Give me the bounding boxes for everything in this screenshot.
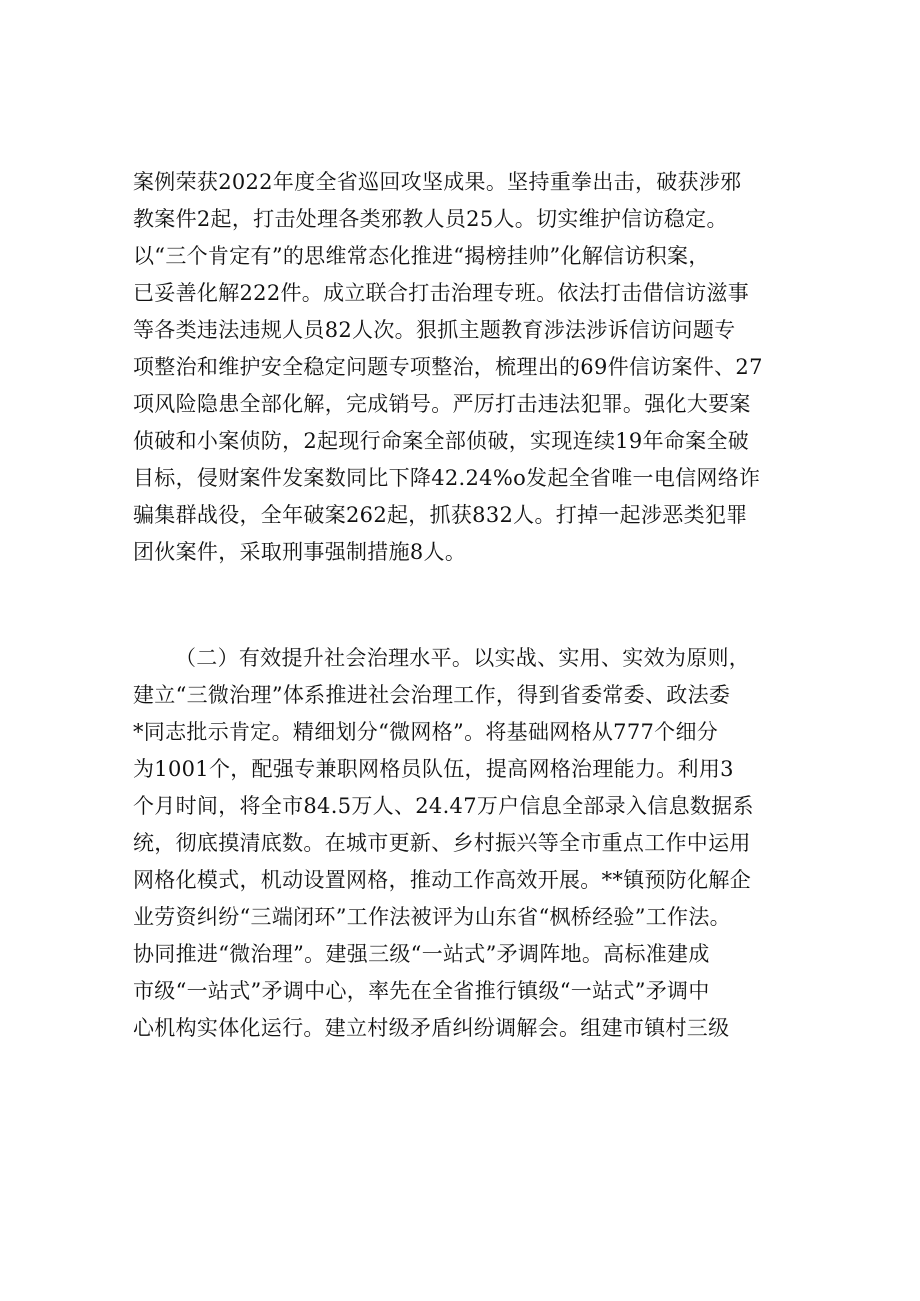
text-line: 等各类违法违规人员82人次。狠抓主题教育涉法涉诉信访问题专 [133, 318, 736, 342]
text-line: 案例荣获2022年度全省巡回攻坚成果。坚持重拳出击，破获涉邪 [133, 170, 742, 194]
text-line: 为1001个，配强专兼职网格员队伍，提高网格治理能力。利用3 [133, 757, 734, 781]
section-heading-line: （二）有效提升社会治理水平。以实战、实用、实效为原则， [175, 646, 751, 670]
text-line: 业劳资纠纷“三端闭环”工作法被评为山东省“枫桥经验”工作法。 [133, 905, 731, 929]
text-line: 统，彻底摸清底数。在城市更新、乡村振兴等全市重点工作中运用 [133, 831, 751, 855]
text-line: 教案件2起，打击处理各类邪教人员25人。切实维护信访稳定。 [133, 207, 728, 231]
text-line: 协同推进“微治理”。建强三级“一站式”矛调阵地。高标准建成 [133, 942, 710, 966]
text-line: 团伙案件，采取刑事强制措施8人。 [133, 540, 467, 564]
text-line: *同志批示肯定。精细划分“微网格”。将基础网格从777个细分 [133, 720, 719, 744]
paragraph-social-governance [133, 640, 793, 1047]
text-line: 侦破和小案侦防，2起现行命案全部侦破，实现连续19年命案全破 [133, 429, 750, 453]
text-line: 建立“三微治理”体系推进社会治理工作，得到省委常委、政法委 [133, 683, 731, 707]
text-line: 以“三个肯定有”的思维常态化推进“揭榜挂帅”化解信访积案， [133, 244, 710, 268]
text-line: 市级“一站式”矛调中心，率先在全省推行镇级“一站式”矛调中 [133, 979, 710, 1003]
text-line: 网格化模式，机动设置网格，推动工作高效开展。**镇预防化解企 [133, 868, 751, 892]
text-line: 骗集群战役，全年破案262起，抓获832人。打掉一起涉恶类犯罪 [133, 503, 748, 527]
text-line: 目标，侵财案件发案数同比下降42.24%o发起全省唯一电信网络诈 [133, 466, 761, 490]
text-line: 项风险隐患全部化解，完成销号。严厉打击违法犯罪。强化大要案 [133, 392, 751, 416]
text-line: 个月时间，将全市84.5万人、24.47万户信息全部录入信息数据系 [133, 794, 754, 818]
text-line: 已妥善化解222件。成立联合打击治理专班。依法打击借信访滋事 [133, 281, 750, 305]
text-line: 项整治和维护安全稳定问题专项整治，梳理出的69件信访案件、27 [133, 355, 763, 379]
text-line: 心机构实体化运行。建立村级矛盾纠纷调解会。组建市镇村三级 [133, 1016, 730, 1040]
paragraph-case-handling [133, 164, 793, 571]
